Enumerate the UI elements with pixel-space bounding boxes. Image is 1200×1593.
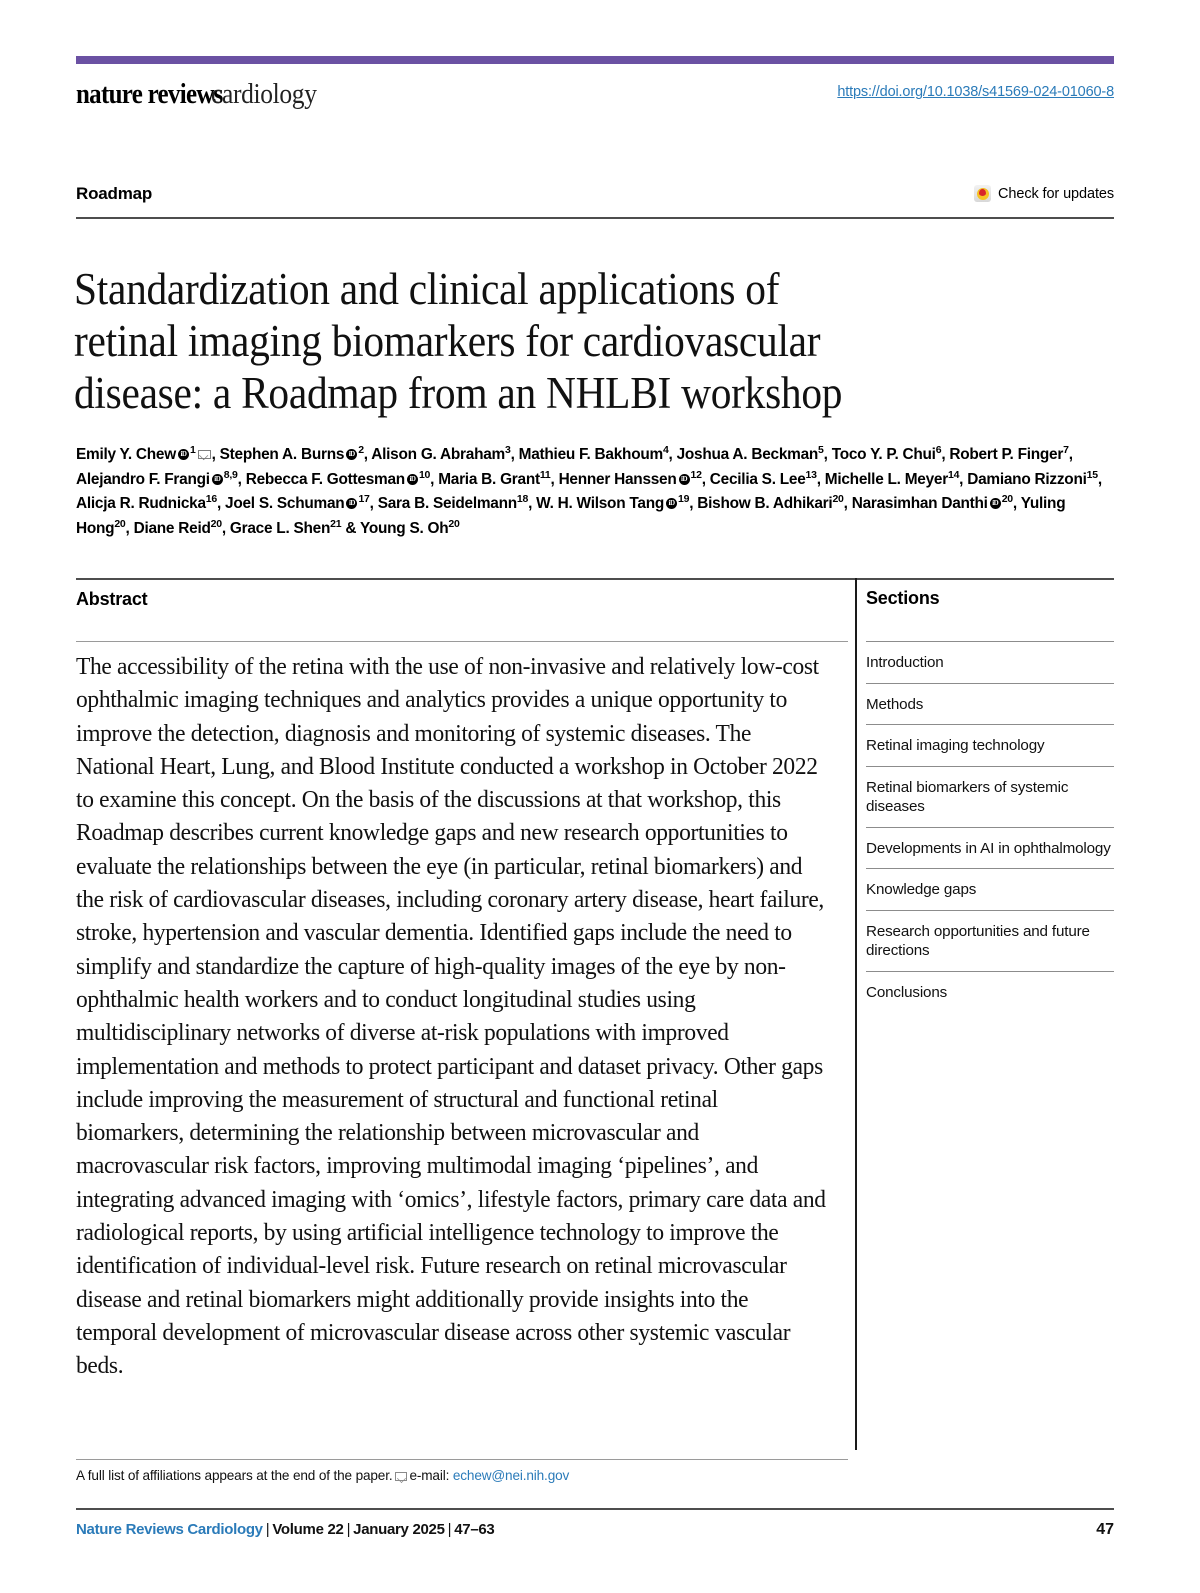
section-link-7[interactable] <box>866 910 1114 971</box>
author-affiliation-marker: 12 <box>690 468 702 481</box>
title-line-1: Standardization and clinical applications of <box>74 264 780 315</box>
orcid-icon[interactable] <box>666 498 677 509</box>
author-affiliation-marker: 10 <box>418 468 431 481</box>
author-entry[interactable] <box>824 468 960 488</box>
author-name: Sara B. Seidelmann <box>377 495 517 513</box>
abstract-column <box>76 578 848 610</box>
author-entry[interactable] <box>245 468 431 488</box>
section-link-2[interactable] <box>866 683 1114 725</box>
author-affiliation-marker: 11 <box>539 468 551 481</box>
author-entry[interactable] <box>967 468 1098 488</box>
page-title <box>74 263 1054 419</box>
abstract-text: The accessibility of the retina with the use of non-invasive and relatively low-cost ophthalmic imaging techniques and analytics provides a unique opportunity to improve the detection, diagnosis and monitoring of systemic diseases. The National Heart, Lung, and Blood Institute conducted a workshop in October 2022 to examine this concept. On the basis of the discussions at that workshop, this Roadmap describes current knowledge gaps and new research opportunities to evaluate the relationships between the eye (in particular, retinal biomarkers) and the risk of cardiovascular diseases, including coronary artery disease, heart failure, stroke, hypertension and vascular dementia. Identified gaps include the need to simplify and standardize the capture of high-quality images of the eye by non-ophthalmic health workers and to conduct longitudinal studies using multidisciplinary networks of diverse at-risk populations with improved implementation and methods to protect participant and dataset privacy. Other gaps include improving the measurement of structural and functional retinal biomarkers, determining the relationship between microvascular and macrovascular risk factors, improving multimodal imaging ‘pipelines’, and integrating advanced imaging with ‘omics’, lifestyle factors, primary care data and radiological reports, by using artificial intelligence technology to improve the identification of individual-level risk. Future research on retinal microvascular disease and retinal biomarkers might additionally provide insights into the temporal development of microvascular disease across other systemic vascular beds. <box>76 653 826 1380</box>
author-name: Bishow B. Adhikari <box>697 495 833 513</box>
author-name: Yuling Hong <box>76 495 1066 537</box>
author-affiliation-marker: 14 <box>947 468 960 481</box>
author-name: Rebecca F. Gottesman <box>245 470 405 488</box>
author-name: Henner Hanssen <box>558 470 677 488</box>
author-name: Emily Y. Chew <box>76 446 176 463</box>
abstract-body <box>76 650 866 1383</box>
author-entry[interactable] <box>536 495 689 512</box>
sections-heading: Sections <box>866 588 940 608</box>
author-affiliation-marker: 18 <box>516 493 529 506</box>
author-affiliation-marker: 20 <box>210 517 222 530</box>
orcid-icon[interactable] <box>212 474 223 485</box>
section-link-4[interactable] <box>866 766 1114 827</box>
footer-sep-3: | <box>447 1521 452 1538</box>
journal-masthead[interactable] <box>76 78 696 111</box>
author-name: Grace L. Shen <box>229 519 331 537</box>
author-name: Alejandro F. Frangi <box>76 470 210 488</box>
author-name: Robert P. Finger <box>949 446 1064 463</box>
footer-volume: Volume 22 <box>272 1521 344 1538</box>
abstract-heading: Abstract <box>76 589 148 609</box>
crossmark-icon <box>974 185 991 202</box>
footer-pages: 47–63 <box>454 1521 495 1538</box>
author-entry[interactable] <box>359 517 460 537</box>
doi-link[interactable]: https://doi.org/10.1038/s41569-024-01060-8 <box>837 84 1114 100</box>
author-name: Joel S. Schuman <box>225 495 345 513</box>
author-name: Diane Reid <box>133 519 211 537</box>
author-name: Alicja R. Rudnicka <box>76 495 206 513</box>
author-name: Stephen A. Burns <box>219 446 345 463</box>
author-affiliation-marker: 4 <box>662 443 669 456</box>
section-link-label: Introduction <box>866 654 944 671</box>
masthead-bold-text: nature reviews <box>76 78 223 110</box>
footer-citation <box>76 1521 494 1538</box>
author-name: Damiano Rizzoni <box>967 470 1087 488</box>
article-type-label: Roadmap <box>76 184 153 203</box>
author-entry[interactable] <box>76 495 217 512</box>
section-link-label: Knowledge gaps <box>866 881 977 898</box>
author-entry[interactable] <box>133 517 222 537</box>
orcid-icon[interactable] <box>346 498 357 509</box>
author-affiliation-marker: 15 <box>1086 468 1098 481</box>
author-affiliation-marker: 20 <box>448 517 460 530</box>
author-list: Emily Y. Chew iD $^1$ , Stephen A. Burns iD $^2$, Alison G. Abraham$^3$, Mathieu F. Bakhoum$^4$, Joshua A. Beckman$^5$, Toco Y. P. Chui$^6$, Robert P. Finger$^7$, Alejandro F. Frangi iD $^{8,9}$, Rebecca F. Gottesman iD $^{10}$, Maria B. Grant$^{11}$, Henner Hanssen iD $^{12}$, Cecilia S. Lee$^{13}$, Michelle L. Meyer$^{14}$, Damiano Rizzoni$^{15}$, Alicja R. Rudnicka$^{16}$, Joel S. Schuman iD $^{17}$, Sara B. Seidelmann$^{18}$, W. H. Wilson Tang iD $^{19}$, Bishow B. Adhikari$^{20}$, Narasimhan Danthi iD $^{20}$, Yuling Hong$^{20}$, Diane Reid$^{20}$, Grace L. Shen$^{21}$ & Young S. Oh$^{20}$ <box>76 443 1116 541</box>
orcid-icon[interactable] <box>178 449 189 460</box>
author-affiliation-marker: 8,9 <box>223 468 238 481</box>
section-link-label: Retinal biomarkers of systemic diseases <box>866 778 1069 815</box>
brand-accent-bar <box>76 56 1114 64</box>
section-link-8[interactable] <box>866 971 1114 1013</box>
author-affiliation-marker: 19 <box>678 493 690 506</box>
author-name: Michelle L. Meyer <box>824 470 948 488</box>
corresponding-email-link[interactable]: echew@nei.nih.gov <box>452 1468 570 1483</box>
title-line-3: disease: a Roadmap from an NHLBI workshop <box>74 368 843 419</box>
author-name: Mathieu F. Bakhoum <box>518 446 663 463</box>
author-entry[interactable] <box>558 468 702 488</box>
author-affiliation-marker: 21 <box>330 517 342 530</box>
title-line-2: retinal imaging biomarkers for cardiovascular <box>74 316 821 367</box>
author-affiliation-marker: 6 <box>935 443 942 456</box>
page-footer <box>76 1521 1114 1545</box>
check-for-updates-button[interactable] <box>974 185 1114 202</box>
author-entry[interactable] <box>76 468 238 488</box>
affiliation-note <box>76 1468 866 1483</box>
section-link-label: Research opportunities and future directions <box>866 922 1090 959</box>
author-entry[interactable] <box>371 443 511 463</box>
section-link-5[interactable] <box>866 827 1114 869</box>
footer-divider <box>76 1508 1114 1510</box>
affiliation-text: A full list of affiliations appears at the end of the paper. <box>76 1468 393 1483</box>
orcid-icon[interactable] <box>346 449 357 460</box>
footer-issue-date: January 2025 <box>353 1521 445 1538</box>
section-link-label: Conclusions <box>866 983 948 1001</box>
article-type-divider <box>76 217 1114 219</box>
abstract-heading-divider <box>76 641 848 642</box>
author-affiliation-marker: 20 <box>1001 493 1013 506</box>
section-link-1[interactable] <box>866 641 1114 683</box>
email-label: e-mail: <box>409 1468 450 1483</box>
orcid-icon[interactable] <box>990 498 1001 509</box>
author-affiliation-marker: 2 <box>358 443 364 456</box>
author-affiliation-marker: 7 <box>1063 443 1069 456</box>
author-name: Maria B. Grant <box>438 470 540 488</box>
author-name: Young S. Oh <box>359 519 449 537</box>
author-affiliation-marker: 20 <box>832 493 844 506</box>
section-link-label: Retinal imaging technology <box>866 737 1045 754</box>
envelope-icon <box>395 1472 407 1481</box>
footer-sep-2: | <box>346 1521 351 1538</box>
author-entry[interactable] <box>219 443 364 463</box>
author-name: Cecilia S. Lee <box>709 470 806 488</box>
section-link-label: Methods <box>866 695 924 713</box>
author-entry[interactable] <box>949 443 1069 463</box>
author-entry[interactable] <box>438 468 551 488</box>
author-entry[interactable] <box>225 495 370 512</box>
author-affiliation-marker: 1 <box>189 443 196 456</box>
section-link-6[interactable] <box>866 868 1114 910</box>
author-affiliation-marker: 20 <box>114 517 126 530</box>
article-type-row <box>76 184 1114 214</box>
envelope-icon[interactable] <box>198 450 211 459</box>
author-name: Joshua A. Beckman <box>676 446 819 463</box>
author-entry[interactable] <box>676 443 824 463</box>
orcid-icon[interactable] <box>679 474 690 485</box>
sections-list <box>866 641 1114 1012</box>
orcid-icon[interactable] <box>407 474 418 485</box>
author-entry[interactable] <box>76 443 212 463</box>
author-entry[interactable] <box>229 517 342 537</box>
author-affiliation-marker: 13 <box>805 468 817 481</box>
author-name: Narasimhan Danthi <box>851 495 988 513</box>
check-for-updates-label: Check for updates <box>998 185 1114 202</box>
author-entry[interactable] <box>852 495 1013 512</box>
author-entry[interactable] <box>378 495 528 512</box>
affiliation-divider <box>76 1459 848 1460</box>
author-entry[interactable] <box>697 495 843 512</box>
author-entry[interactable] <box>518 443 669 463</box>
page-number: 47 <box>1096 1521 1114 1538</box>
author-affiliation-marker: 16 <box>205 493 217 506</box>
author-affiliation-marker: 5 <box>818 443 824 456</box>
footer-sep-1: | <box>265 1521 270 1538</box>
author-affiliation-marker: 3 <box>504 443 511 456</box>
sections-column <box>866 578 1114 1012</box>
author-affiliation-marker: 17 <box>358 493 370 506</box>
footer-journal-name[interactable]: Nature Reviews Cardiology <box>76 1521 263 1538</box>
section-link-label: Developments in AI in ophthalmology <box>866 839 1111 857</box>
author-entry[interactable] <box>831 443 942 463</box>
author-name: Toco Y. P. Chui <box>831 446 936 463</box>
section-link-3[interactable] <box>866 724 1114 766</box>
author-name: Alison G. Abraham <box>371 446 505 463</box>
masthead-light-text: cardiology <box>210 78 317 110</box>
author-entry[interactable] <box>709 468 817 488</box>
author-name: W. H. Wilson Tang <box>536 495 665 513</box>
